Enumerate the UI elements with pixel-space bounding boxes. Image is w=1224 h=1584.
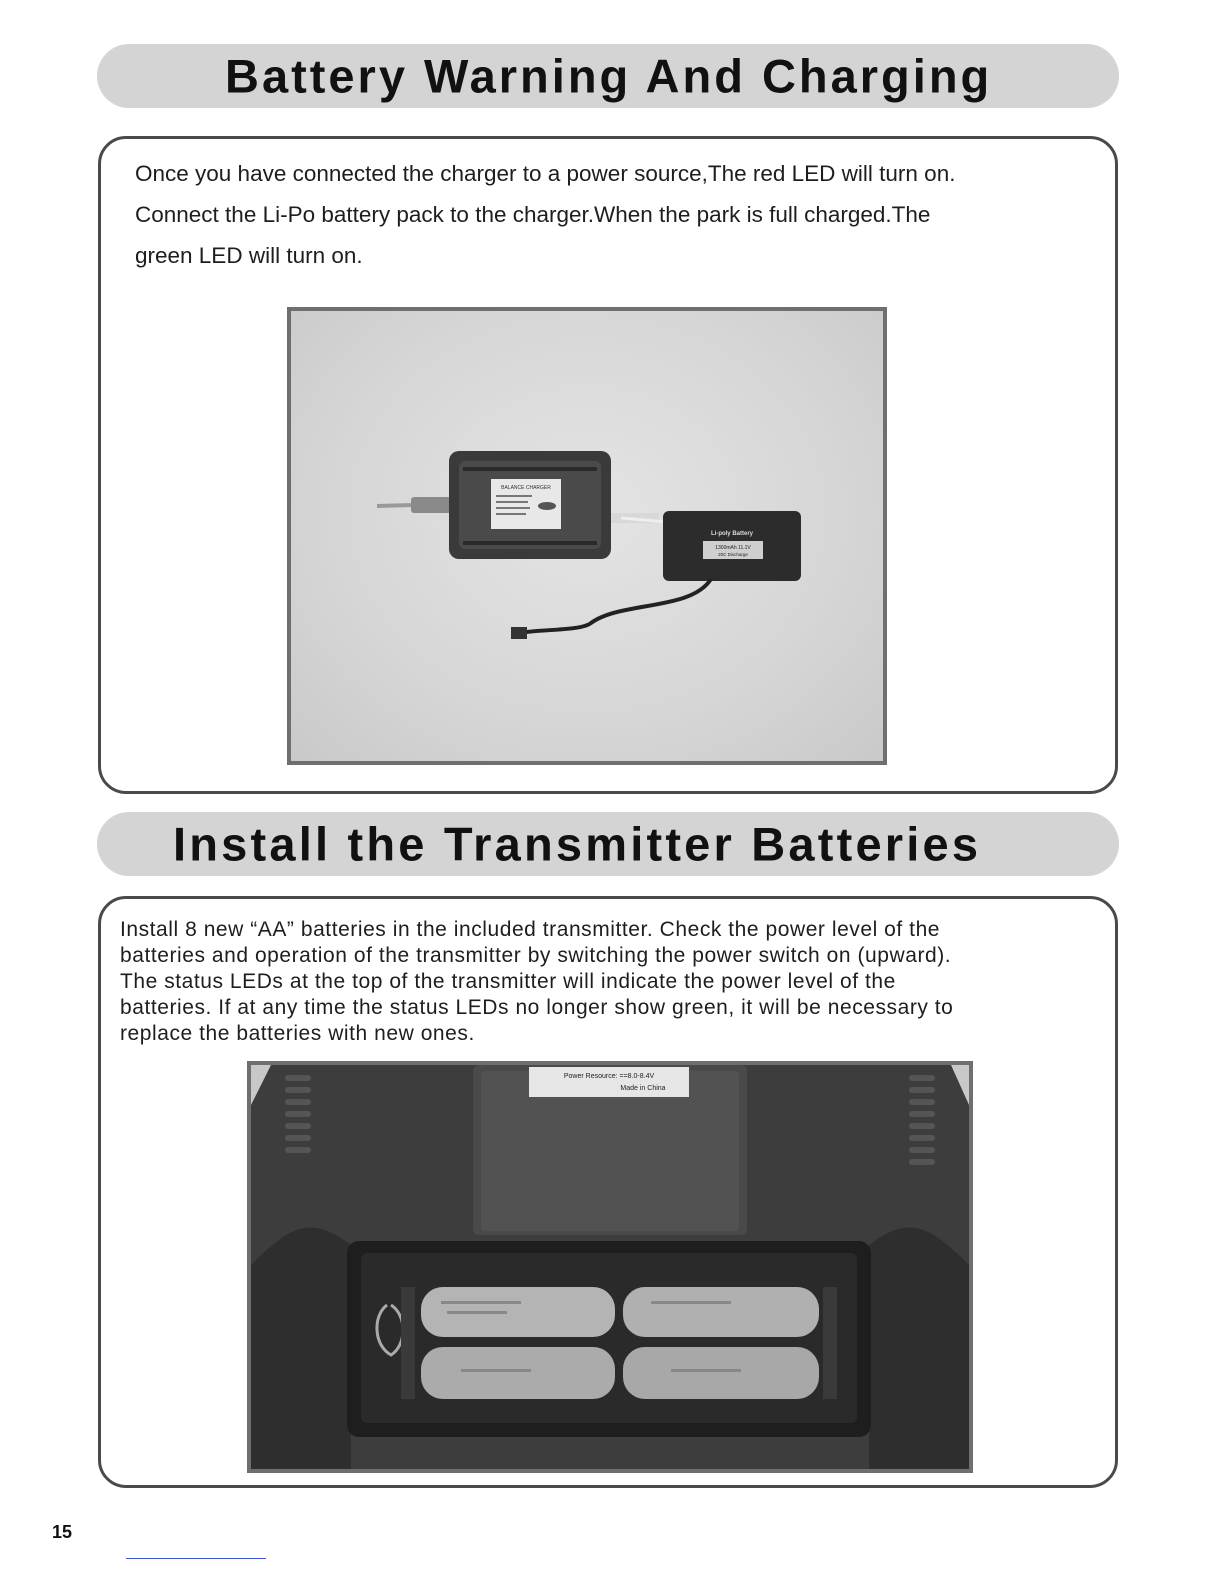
battery-warning-text [135, 153, 1095, 276]
battery-warning-panel [98, 136, 1118, 794]
charger-battery-photo [287, 307, 887, 765]
text-line: Install 8 new “AA” batteries in the included transmitter. Check the power level of the [120, 918, 941, 941]
footer-divider [126, 1558, 266, 1559]
battery-rate-text: 20C Discharge [718, 552, 748, 557]
battery-spec-text: 1300mAh 11.1V [715, 545, 751, 551]
text-line: Connect the Li-Po battery pack to the charger.When the park is full charged.The [135, 202, 931, 227]
text-line: replace the batteries with new ones. [120, 1022, 475, 1045]
text-line: batteries. If at any time the status LEDs no longer show green, it will be necessary to [120, 996, 954, 1019]
text-line: Once you have connected the charger to a power source,The red LED will turn on. [135, 161, 956, 186]
text-line: green LED will turn on. [135, 243, 363, 268]
transmitter-batteries-text [120, 917, 1100, 1047]
section-header-battery-warning [97, 44, 1119, 108]
text-line: batteries and operation of the transmitter by switching the power switch on (upward). [120, 944, 952, 967]
transmitter-battery-compartment-photo [247, 1061, 973, 1473]
power-label-line2: Made in China [620, 1085, 666, 1092]
section-title: Battery Warning And Charging [225, 49, 993, 103]
page-number: 15 [52, 1522, 73, 1542]
section-header-transmitter-batteries [97, 812, 1119, 876]
charger-battery-illustration [291, 311, 883, 761]
battery-label-text: Li-poly Battery [710, 531, 754, 537]
section-title: Install the Transmitter Batteries [173, 817, 982, 871]
power-label [529, 1067, 689, 1097]
transmitter-batteries-panel [98, 896, 1118, 1488]
transmitter-illustration [251, 1065, 969, 1469]
charger-label-text: BALANCE CHARGER [501, 485, 551, 491]
power-label-line1: Power Resource: ==8.0-8.4V [563, 1073, 655, 1080]
text-line: The status LEDs at the top of the transmitter will indicate the power level of the [120, 970, 896, 993]
